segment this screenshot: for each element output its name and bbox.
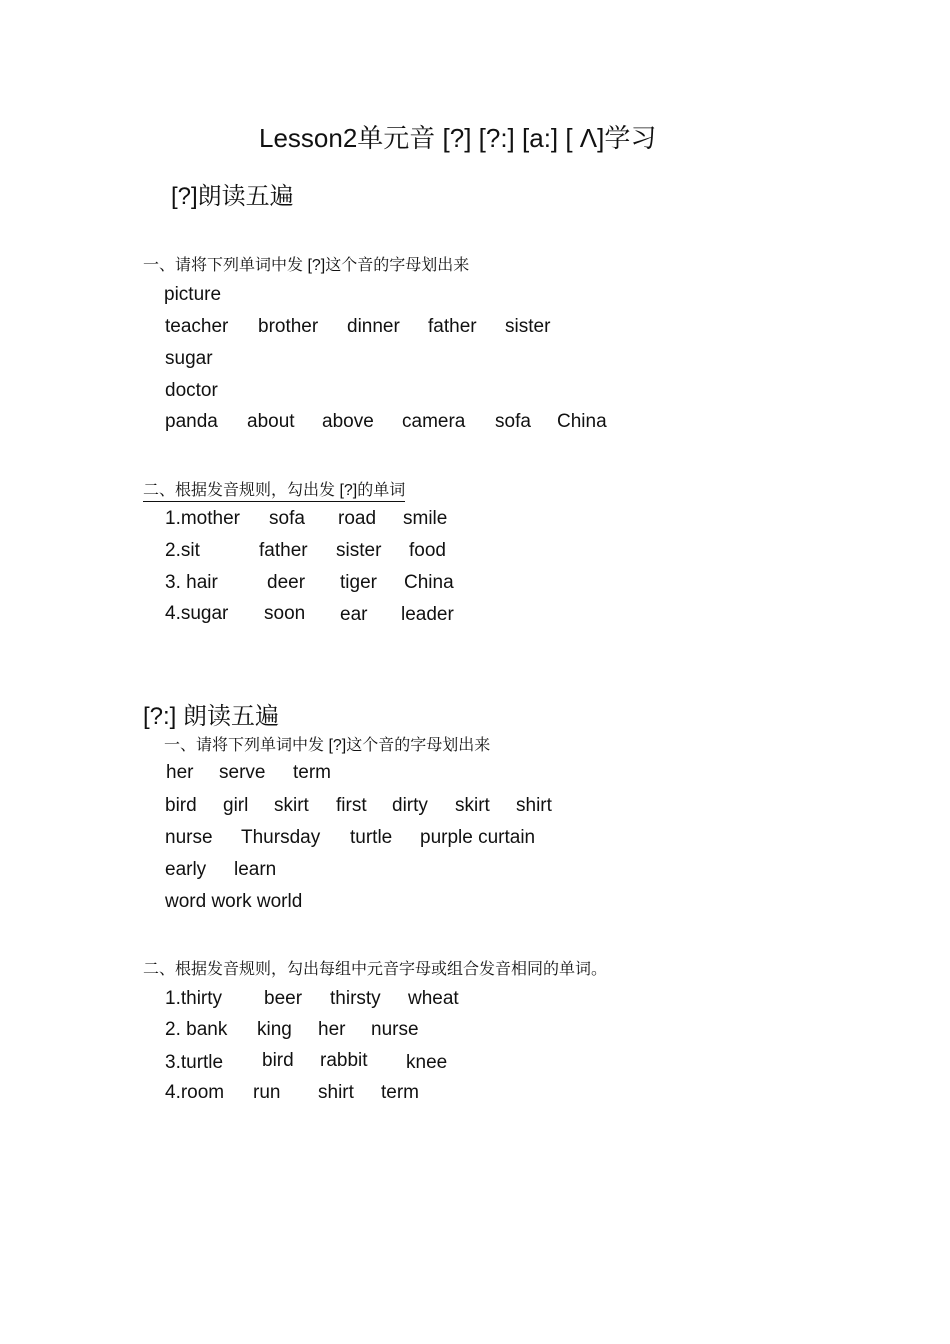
section2-ex1-instruction: 一、请将下列单词中发 [?]这个音的字母划出来	[164, 737, 491, 754]
word: deer	[267, 572, 306, 593]
word: her	[166, 762, 194, 783]
word: beer	[264, 988, 303, 1009]
word: father	[428, 316, 477, 337]
word: sister	[336, 540, 382, 561]
word: China	[557, 411, 607, 432]
page-title: Lesson2单元音 [?] [?:] [a:] [ Λ]学习	[259, 123, 657, 153]
word: soon	[264, 603, 306, 624]
word: ear	[340, 604, 368, 625]
word: teacher	[165, 316, 229, 337]
word: skirt	[455, 795, 490, 816]
word: above	[322, 411, 374, 432]
word: first	[336, 795, 367, 816]
word: smile	[403, 508, 448, 529]
word: camera	[402, 411, 466, 432]
word: sofa	[269, 508, 305, 529]
word: 1.thirty	[165, 988, 223, 1009]
section1-ex2-instruction: 二、根据发音规则，勾出发 [?]的单词	[143, 477, 405, 502]
word: 2. bank	[165, 1019, 228, 1040]
word: shirt	[516, 795, 552, 816]
word: about	[247, 411, 295, 432]
word: sugar	[165, 348, 213, 369]
section2-heading: [?:] 朗读五遍	[143, 703, 280, 730]
word: nurse	[371, 1019, 419, 1040]
word: word work world	[165, 891, 303, 912]
word: king	[257, 1019, 292, 1040]
word: panda	[165, 411, 218, 432]
word: girl	[223, 795, 249, 816]
word: leader	[401, 604, 454, 625]
word: her	[318, 1019, 346, 1040]
word: doctor	[165, 380, 218, 401]
word: sister	[505, 316, 551, 337]
word: skirt	[274, 795, 309, 816]
word: turtle	[350, 827, 393, 848]
word: sofa	[495, 411, 531, 432]
word: bird	[165, 795, 197, 816]
word: term	[381, 1082, 419, 1103]
section2-ex2-instruction: 二、根据发音规则，勾出每组中元音字母或组合发音相同的单词。	[143, 961, 608, 978]
word: run	[253, 1082, 281, 1103]
word: nurse	[165, 827, 213, 848]
section1-heading: [?]朗读五遍	[171, 183, 294, 210]
word: bird	[262, 1050, 294, 1071]
word: China	[404, 572, 454, 593]
word: food	[409, 540, 446, 561]
word: 3. hair	[165, 572, 218, 593]
word: 4.room	[165, 1082, 225, 1103]
word: rabbit	[320, 1050, 368, 1071]
word: 2.sit	[165, 540, 200, 561]
word: dinner	[347, 316, 400, 337]
word: knee	[406, 1052, 448, 1073]
word: serve	[219, 762, 266, 783]
section1-ex1-instruction: 一、请将下列单词中发 [?]这个音的字母划出来	[143, 257, 470, 274]
word: early	[165, 859, 207, 880]
word: brother	[258, 316, 319, 337]
word: road	[338, 508, 377, 529]
word: term	[293, 762, 331, 783]
word: dirty	[392, 795, 428, 816]
word: father	[259, 540, 308, 561]
word: purple curtain	[420, 827, 536, 848]
word: 3.turtle	[165, 1052, 224, 1073]
word: shirt	[318, 1082, 354, 1103]
word: Thursday	[241, 827, 321, 848]
word: tiger	[340, 572, 377, 593]
word: 1.mother	[165, 508, 240, 529]
word: wheat	[408, 988, 459, 1009]
word: learn	[234, 859, 277, 880]
word: 4.sugar	[165, 603, 229, 624]
word: picture	[164, 284, 222, 305]
word: thirsty	[330, 988, 381, 1009]
